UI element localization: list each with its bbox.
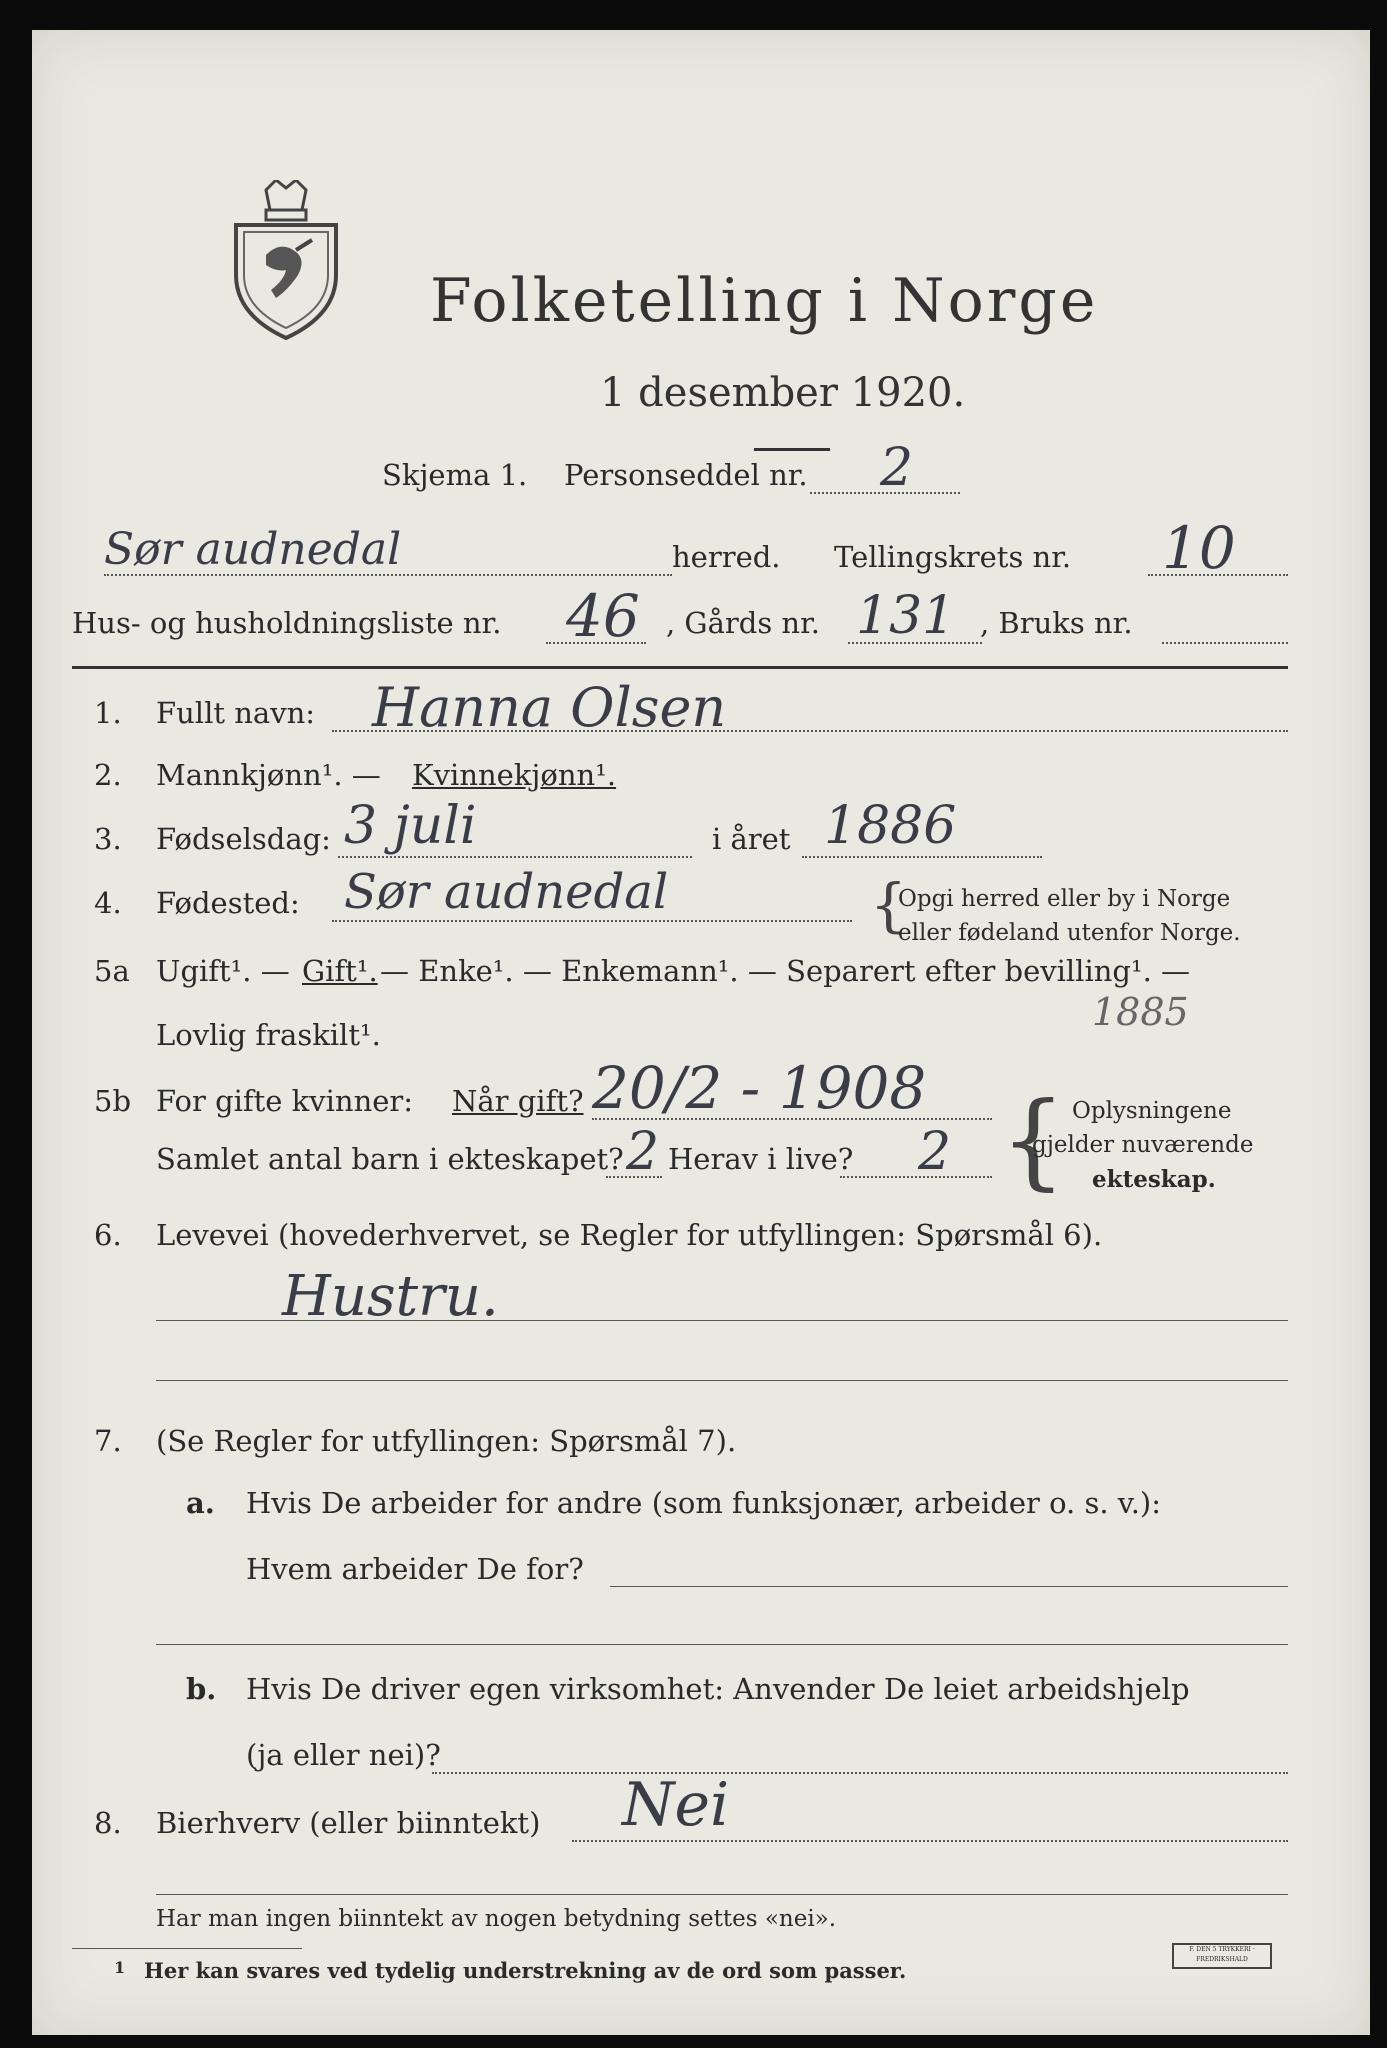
q7-label: (Se Regler for utfyllingen: Spørsmål 7). bbox=[156, 1424, 737, 1458]
footnote-text: Her kan svares ved tydelig understrekning av de ord som passer. bbox=[144, 1958, 907, 1983]
q3-day-field-line bbox=[338, 856, 692, 858]
q8-number: 8. bbox=[94, 1806, 122, 1840]
q6-field-line1 bbox=[156, 1320, 1288, 1321]
q5a-ugift: Ugift¹. — bbox=[156, 954, 290, 988]
personseddel-label: Personseddel nr. bbox=[564, 458, 808, 492]
personseddel-value[interactable]: 2 bbox=[880, 438, 914, 498]
q7a-field-line1 bbox=[610, 1586, 1288, 1587]
q6-label: Levevei (hovederhvervet, se Regler for utfyllingen: Spørsmål 6). bbox=[156, 1218, 1103, 1252]
q7b-letter: b. bbox=[186, 1672, 217, 1706]
q5b-margin-note: 1885 bbox=[1092, 990, 1189, 1034]
q5a-rest: — Enke¹. — Enkemann¹. — Separert efter bevilling¹. — bbox=[380, 954, 1191, 988]
husliste-label: Hus- og husholdningsliste nr. bbox=[72, 606, 502, 640]
q5b-ilive-label: Herav i live? bbox=[668, 1142, 854, 1176]
q3-year-value[interactable]: 1886 bbox=[824, 796, 957, 856]
q5b-ilive-value[interactable]: 2 bbox=[918, 1122, 952, 1182]
q4-field-line bbox=[332, 920, 852, 922]
q5b-label: For gifte kvinner: bbox=[156, 1084, 414, 1118]
footnote-divider bbox=[72, 1948, 302, 1949]
q5a-number: 5a bbox=[94, 954, 130, 988]
q8-field-line bbox=[572, 1840, 1288, 1842]
q7b-line1: Hvis De driver egen virksomhet: Anvender De leiet arbeidshjelp bbox=[246, 1672, 1190, 1706]
q4-birthplace-value[interactable]: Sør audnedal bbox=[344, 864, 669, 920]
q5b-naar-value[interactable]: 20/2 - 1908 bbox=[592, 1054, 927, 1122]
q5b-number: 5b bbox=[94, 1084, 132, 1118]
form-title: Folketelling i Norge bbox=[430, 266, 1099, 336]
q2-kvinnekjonn: Kvinnekjønn¹. bbox=[412, 758, 617, 792]
bruks-label: , Bruks nr. bbox=[980, 606, 1133, 640]
q5b-barn-label: Samlet antal barn i ekteskapet? bbox=[156, 1142, 624, 1176]
q5b-note-line1: Oplysningene bbox=[1072, 1098, 1232, 1124]
q3-label: Fødselsdag: bbox=[156, 822, 331, 856]
skjema-label: Skjema 1. bbox=[382, 458, 528, 492]
gards-label: , Gårds nr. bbox=[666, 606, 820, 640]
q1-full-name-value[interactable]: Hanna Olsen bbox=[372, 676, 727, 739]
norwegian-coat-of-arms-icon bbox=[226, 180, 346, 340]
q5a-gift: Gift¹. bbox=[302, 954, 378, 988]
biinntekt-note: Har man ingen biinntekt av nogen betydning settes «nei». bbox=[156, 1906, 837, 1932]
form-subtitle: 1 desember 1920. bbox=[600, 370, 966, 416]
q5b-naar-label: Når gift? bbox=[452, 1084, 584, 1118]
tellingskrets-label: Tellingskrets nr. bbox=[834, 540, 1072, 574]
q4-brace: { bbox=[870, 871, 907, 939]
q8-field-line2 bbox=[156, 1894, 1288, 1895]
q2-number: 2. bbox=[94, 758, 122, 792]
herred-field-line bbox=[104, 574, 672, 576]
herred-label: herred. bbox=[672, 540, 781, 574]
q1-label: Fullt navn: bbox=[156, 696, 316, 730]
q5b-ilive-field-line bbox=[840, 1176, 992, 1178]
q6-field-line2 bbox=[156, 1380, 1288, 1381]
q5a-line2: Lovlig fraskilt¹. bbox=[156, 1018, 381, 1052]
q3-year-label: i året bbox=[712, 822, 791, 856]
q2-mannkjonn: Mannkjønn¹. — bbox=[156, 758, 381, 792]
q8-value[interactable]: Nei bbox=[622, 1770, 730, 1840]
herred-value[interactable]: Sør audnedal bbox=[104, 524, 402, 575]
tellingskrets-value[interactable]: 10 bbox=[1162, 514, 1236, 582]
q8-label: Bierhverv (eller biinntekt) bbox=[156, 1806, 541, 1840]
q4-label: Fødested: bbox=[156, 886, 300, 920]
gards-value[interactable]: 131 bbox=[856, 586, 956, 646]
q3-day-value[interactable]: 3 juli bbox=[344, 796, 477, 856]
q6-number: 6. bbox=[94, 1218, 122, 1252]
title-divider bbox=[754, 448, 830, 451]
q7a-letter: a. bbox=[186, 1486, 215, 1520]
q7a-field-line2 bbox=[156, 1644, 1288, 1645]
footnote-mark: 1 bbox=[114, 1958, 126, 1977]
q5b-brace: { bbox=[1000, 1079, 1067, 1201]
q7-number: 7. bbox=[94, 1424, 122, 1458]
q7b-field-line bbox=[432, 1772, 1288, 1774]
q4-note-line1: Opgi herred eller by i Norge bbox=[898, 886, 1231, 912]
q3-year-field-line bbox=[802, 856, 1042, 858]
q7a-line2: Hvem arbeider De for? bbox=[246, 1552, 584, 1586]
q7a-line1: Hvis De arbeider for andre (som funksjonær, arbeider o. s. v.): bbox=[246, 1486, 1162, 1520]
census-form-sheet bbox=[32, 30, 1370, 2035]
header-divider bbox=[72, 666, 1288, 669]
printer-stamp: F. DEN 5 TRYKKERI · FREDRIKSHALD bbox=[1172, 1943, 1272, 1969]
q3-number: 3. bbox=[94, 822, 122, 856]
q4-number: 4. bbox=[94, 886, 122, 920]
bruks-field-line bbox=[1162, 642, 1288, 644]
q7b-line2: (ja eller nei)? bbox=[246, 1738, 441, 1772]
q6-occupation-value[interactable]: Hustru. bbox=[282, 1264, 499, 1329]
q5b-note-line2: gjelder nuværende bbox=[1032, 1132, 1254, 1158]
husliste-value[interactable]: 46 bbox=[566, 582, 640, 650]
q1-number: 1. bbox=[94, 696, 122, 730]
q4-note-line2: eller fødeland utenfor Norge. bbox=[898, 920, 1241, 946]
q5b-note-line3: ekteskap. bbox=[1092, 1166, 1216, 1193]
q5b-barn-value[interactable]: 2 bbox=[626, 1122, 660, 1182]
